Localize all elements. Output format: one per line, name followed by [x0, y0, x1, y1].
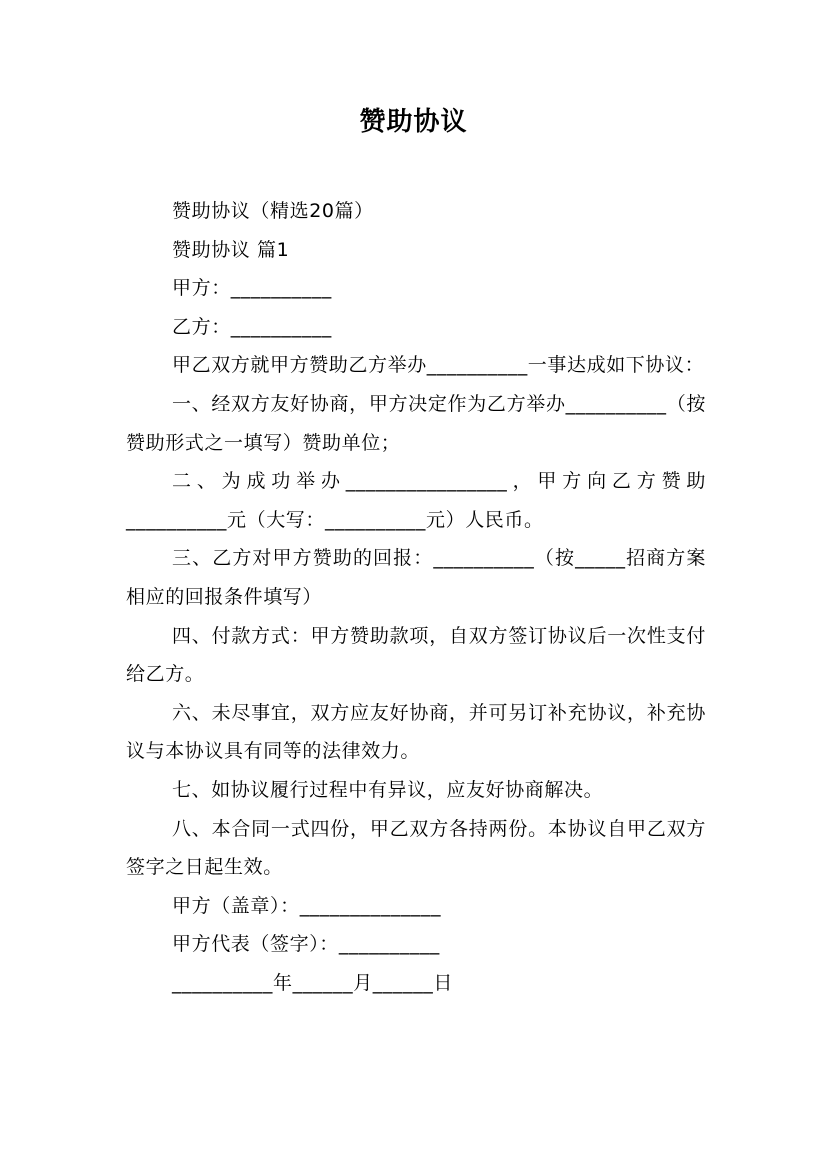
- paragraph-clause-2: 二、为成功举办________________，甲方向乙方赞助__________元（大写：__________元）人民币。: [126, 470, 706, 531]
- paragraph-clause-6: 六、未尽事宜，双方应友好协商，并可另订补充协议，补充协议与本协议具有同等的法律效力。: [126, 701, 706, 763]
- paragraph-signature-date: __________年______月______日: [172, 971, 453, 994]
- paragraph-signature-seal: 甲方（盖章）：______________: [172, 894, 442, 917]
- paragraph-section-heading: 赞助协议 篇1: [172, 238, 290, 261]
- paragraph-subtitle: 赞助协议（精选20篇）: [172, 200, 374, 222]
- paragraph-party-a: 甲方：__________: [172, 277, 332, 300]
- paragraph-clause-4: 四、付款方式：甲方赞助款项，自双方签订协议后一次性支付给乙方。: [126, 624, 706, 686]
- paragraph-agreement-intro: 甲乙双方就甲方赞助乙方举办__________一事达成如下协议：: [172, 354, 705, 377]
- paragraph-clause-7: 七、如协议履行过程中有异议，应友好协商解决。: [172, 778, 604, 801]
- paragraph-signature-representative: 甲方代表（签字）：__________: [172, 933, 440, 956]
- paragraph-clause-8: 八、本合同一式四份，甲乙双方各持两份。本协议自甲乙双方签字之日起生效。: [126, 817, 706, 879]
- document-title: 赞助协议: [359, 107, 468, 137]
- paragraph-clause-1: 一、经双方友好协商，甲方决定作为乙方举办__________（按赞助形式之一填写）赞助单位；: [126, 392, 706, 454]
- paragraph-party-b: 乙方：__________: [172, 315, 332, 338]
- document-body: [126, 192, 706, 1002]
- paragraph-clause-3: 三、乙方对甲方赞助的回报：__________（按_____招商方案相应的回报条件填写）: [126, 547, 706, 608]
